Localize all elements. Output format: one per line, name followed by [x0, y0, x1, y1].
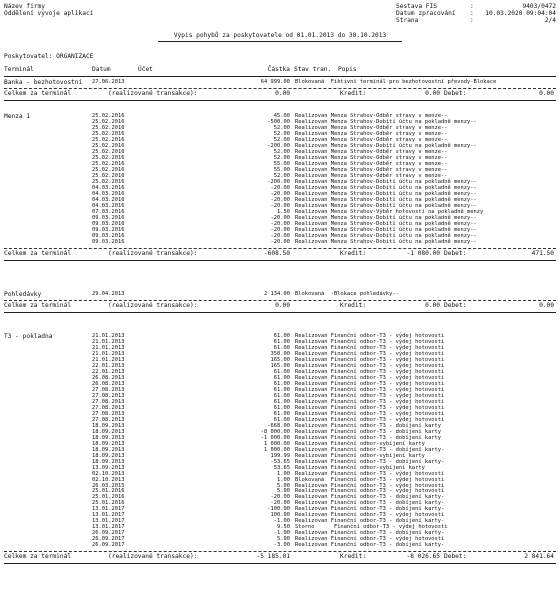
row-date: 25.02.2016	[92, 113, 125, 119]
row-description: Realizovan Menza Strahov-Dobití účtu na pokladně menzy--	[295, 226, 477, 233]
header-separator	[4, 76, 556, 77]
debit-value: 2 841.64	[524, 553, 554, 561]
row-description: Realizovan Finanční odbor-T3 - dobíjení karty-	[295, 494, 445, 501]
row-description: Realizovan Menza Strahov-Výběr hotovosti na pokladně menzy	[295, 208, 484, 215]
row-description: Realizovan Menza Strahov-Dobití účtu na pokladně menzy--	[295, 118, 477, 125]
row-date: 27.08.2013	[92, 392, 125, 399]
total-label: Celkem za terminál	[4, 301, 72, 309]
total-separator	[4, 260, 556, 261]
row-description: Realizovan Finanční odbor-T3 - výdej hotovosti	[295, 404, 445, 411]
row-description: Realizovan Menza Strahov-Odběr stravy v menze--	[295, 172, 448, 179]
row-amount: -3.00	[273, 542, 290, 549]
terminal-name: Pohledávky	[4, 291, 42, 298]
report-id-label: Sestava FIS	[396, 3, 437, 10]
row-amount: 1.00	[277, 470, 290, 477]
row-date: 25.02.2016	[92, 148, 125, 155]
row-date: 25.02.2016	[92, 172, 125, 179]
row-description: Realizovan Menza Strahov-Odběr stravy v menze--	[295, 136, 448, 143]
total-separator	[4, 100, 556, 101]
row-description: Realizovan Menza Strahov-Dobití účtu na pokladně menzy--	[295, 214, 477, 221]
row-amount: -20.00	[270, 226, 290, 233]
row-amount: 1 000.00	[264, 440, 290, 447]
row-date: 09.03.2016	[92, 220, 125, 227]
row-amount: -200.00	[267, 178, 290, 185]
row-description: Realizovan Menza Strahov-Odběr stravy v menze--	[295, 166, 448, 173]
row-date: 26.09.2017	[92, 542, 125, 549]
row-amount: -20.00	[270, 494, 290, 501]
row-amount: -8 000.00	[260, 428, 290, 435]
row-date: 13.01.2017	[92, 506, 125, 513]
colon: :	[470, 10, 474, 17]
row-date: 13.01.2017	[92, 512, 125, 519]
row-description: Realizovan Finanční odbor-T3 - dobíjení karty-	[295, 506, 445, 513]
row-date: 13.09.2013	[92, 464, 125, 471]
row-date: 09.03.2016	[92, 238, 125, 245]
row-description: Realizovan Finanční odbor-T3 - výdej hotovosti	[295, 374, 445, 381]
row-date: 26.09.2017	[92, 530, 125, 537]
credit-label: Kredit:	[340, 89, 367, 97]
row-date: 04.03.2016	[92, 202, 125, 209]
total-separator	[4, 312, 556, 313]
row-amount: 61.00	[273, 392, 290, 399]
row-date: 22.01.2013	[92, 368, 125, 375]
row-amount: -20.00	[270, 500, 290, 507]
row-description: Realizovan Finanční odbor-T3 - výdej hotovosti	[295, 392, 445, 399]
row-description: Realizovan Menza Strahov-Dobití účtu na pokladně menzy--	[295, 184, 477, 191]
row-description: Realizovan Finanční odbor-T3 - výdej hotovosti	[295, 368, 445, 375]
colon: :	[470, 17, 474, 24]
row-date: 04.03.2016	[92, 184, 125, 191]
report-id-value: 9403/0472	[522, 3, 556, 10]
row-description: Realizovan Finanční odbor-T3 - výdej hotovosti	[295, 512, 445, 519]
row-description: Blokovaná Fiktivní terminál pro bezhotovostní převody-Blokace	[295, 79, 497, 85]
row-amount: 55.00	[273, 160, 290, 167]
row-amount: -668.00	[267, 422, 290, 429]
row-description: Realizovan Finanční odbor-T3 - dobíjení karty-	[295, 500, 445, 507]
row-date: 29.04.2013	[92, 291, 125, 297]
row-description: Realizovan Finanční odbor-T3 - výdej hotovosti	[295, 350, 445, 357]
row-description: Realizovan Menza Strahov-Dobití účtu na pokladně menzy--	[295, 202, 477, 209]
row-amount: 52.00	[273, 124, 290, 131]
row-amount: 61.00	[273, 398, 290, 405]
terminal-name: Menza 1	[4, 113, 31, 120]
row-date: 02.10.2013	[92, 470, 125, 477]
row-amount: 1.50	[277, 208, 290, 215]
row-description: Realizovan Finanční odbor-T3 - výdej hotovosti	[295, 356, 445, 363]
row-amount: 45.00	[273, 113, 290, 119]
row-date: 25.02.2016	[92, 154, 125, 161]
row-amount: -20.00	[270, 190, 290, 197]
row-date: 25.02.2016	[92, 178, 125, 185]
total-value: -5 185.01	[256, 553, 290, 561]
row-description: Realizovan Finanční odbor-T3 - výdej hotovosti	[295, 398, 445, 405]
row-description: Realizovan Finanční odbor-T3 - dobíjení karty-	[295, 530, 445, 537]
row-date: 04.03.2016	[92, 190, 125, 197]
row-description: Realizovan Finanční odbor-T3 - dobíjení karty-	[295, 518, 445, 525]
debit-value: 0.00	[539, 301, 554, 309]
row-amount: -1.00	[273, 530, 290, 537]
row-amount: 350.00	[270, 350, 290, 357]
row-date: 25.01.2016	[92, 494, 125, 501]
row-amount: -53.65	[270, 458, 290, 465]
row-description: Realizovan Finanční odbor-T3 - výdej hotovosti	[295, 488, 445, 495]
company-name: Název firmy	[4, 3, 45, 10]
page-label: Strana	[396, 17, 419, 24]
section-separator	[4, 88, 556, 89]
row-date: 18.09.2013	[92, 434, 125, 441]
row-date: 25.01.2016	[92, 488, 125, 495]
realized-label: (realizované transakce):	[108, 553, 198, 561]
row-amount: 5.00	[277, 536, 290, 543]
row-description: Realizovan Finanční odbor-T3 - dobíjení karty-	[295, 446, 445, 453]
row-date: 27.08.2013	[92, 410, 125, 417]
col-date: Datum	[92, 66, 111, 73]
row-amount: 9.50	[277, 524, 290, 531]
row-description: Realizovan Menza Strahov-Odběr stravy v menze--	[295, 113, 448, 119]
row-amount: 52.00	[273, 154, 290, 161]
row-description: Realizovan Finanční odbor-T3 - výdej hotovosti	[295, 536, 445, 543]
row-amount: 52.00	[273, 172, 290, 179]
row-description: Realizovan Finanční odbor-T3 - výdej hotovosti	[295, 410, 445, 417]
row-date: 18.09.2013	[92, 428, 125, 435]
row-amount: 61.00	[273, 386, 290, 393]
row-date: 26.08.2013	[92, 374, 125, 381]
row-description: Realizovan Menza Strahov-Dobití účtu na pokladně menzy--	[295, 238, 477, 245]
report-title: Výpis pohybů za poskytovatele od 01.01.2013 do 30.10.2013	[173, 32, 387, 39]
row-date: 26.03.2015	[92, 482, 125, 489]
realized-label: (realizované transakce):	[108, 249, 198, 257]
row-amount: 53.65	[273, 464, 290, 471]
row-description: Realizovan Finanční odbor-T3 - výdej hotovosti	[295, 362, 445, 369]
row-description: Realizovan Menza Strahov-Dobití účtu na pokladně menzy--	[295, 220, 477, 227]
row-description: Realizovan Menza Strahov-Dobití účtu na pokladně menzy--	[295, 196, 477, 203]
row-date: 25.02.2016	[92, 142, 125, 149]
col-state: Stav tran.	[294, 66, 332, 73]
credit-value: 0.00	[425, 301, 440, 309]
row-date: 25.02.2016	[92, 136, 125, 143]
row-date: 18.09.2013	[92, 440, 125, 447]
row-amount: -20.00	[270, 220, 290, 227]
row-date: 13.01.2017	[92, 524, 125, 531]
section-separator	[4, 300, 556, 301]
row-amount: 61.00	[273, 374, 290, 381]
row-description: Realizovan Finanční odbor-vybíjení karty	[295, 452, 425, 459]
row-description: Realizovan Menza Strahov-Dobití účtu na pokladně menzy--	[295, 232, 477, 239]
row-date: 13.01.2017	[92, 518, 125, 525]
row-description: Realizovan Finanční odbor-T3 - dobíjení karty-	[295, 458, 445, 465]
col-amount: Částka	[267, 66, 290, 73]
debit-label: Debet:	[444, 249, 467, 257]
row-amount: 61.00	[273, 333, 290, 339]
credit-label: Kredit:	[340, 301, 367, 309]
processed-date-label: Datum zpracování	[396, 10, 456, 17]
row-description: Realizovan Menza Strahov-Odběr stravy v menze--	[295, 160, 448, 167]
total-value: -608.50	[263, 249, 290, 257]
row-amount: 165.00	[270, 362, 290, 369]
row-date: 27.06.2013	[92, 79, 125, 85]
row-description: Realizovan Menza Strahov-Dobití účtu na pokladně menzy--	[295, 190, 477, 197]
realized-label: (realizované transakce):	[108, 301, 198, 309]
credit-value: -1 080.00	[406, 249, 440, 257]
row-date: 09.03.2016	[92, 232, 125, 239]
row-amount: 52.00	[273, 136, 290, 143]
row-date: 07.03.2016	[92, 208, 125, 215]
row-description: Realizovan Finanční odbor-T3 - výdej hotovosti	[295, 386, 445, 393]
row-date: 27.08.2013	[92, 386, 125, 393]
row-description: Realizovan Finanční odbor-T3 - výdej hotovosti	[295, 482, 445, 489]
row-date: 21.01.2013	[92, 356, 125, 363]
row-description: Realizovan Menza Strahov-Odběr stravy v menze--	[295, 148, 448, 155]
row-amount: 61.00	[273, 416, 290, 423]
row-date: 25.02.2016	[92, 118, 125, 125]
row-description: Storno Finanční odbor-T3 - výdej hotovosti	[295, 524, 448, 531]
row-amount: 61.00	[273, 368, 290, 375]
row-date: 18.09.2013	[92, 446, 125, 453]
row-amount: 5.00	[277, 482, 290, 489]
debit-value: 471.50	[531, 249, 554, 257]
debit-label: Debet:	[444, 553, 467, 561]
row-amount: -20.00	[270, 232, 290, 239]
row-amount: 2 134.00	[264, 291, 290, 297]
section-separator	[4, 551, 556, 552]
section-separator	[4, 248, 556, 249]
row-amount: 1.00	[277, 476, 290, 483]
row-date: 25.02.2016	[92, 160, 125, 167]
col-terminal: Terminál	[4, 66, 34, 73]
row-description: Realizovan Finanční odbor-T3 - dobíjení karty	[295, 428, 442, 435]
row-date: 27.08.2013	[92, 398, 125, 405]
row-date: 21.01.2013	[92, 338, 125, 345]
col-account: Účet	[138, 66, 153, 73]
row-date: 26.08.2013	[92, 380, 125, 387]
department-name: Oddělení vývoje aplikací	[4, 10, 94, 17]
processed-date-value: 10.03.2020 09:04:04	[485, 10, 556, 17]
total-value: 0.00	[275, 301, 290, 309]
row-date: 25.02.2016	[92, 124, 125, 131]
row-date: 25.02.2016	[92, 130, 125, 137]
total-label: Celkem za terminál	[4, 553, 72, 561]
debit-label: Debet:	[444, 89, 467, 97]
row-amount: -500.00	[267, 118, 290, 125]
col-description: Popis	[338, 66, 357, 73]
row-date: 21.01.2013	[92, 350, 125, 357]
page-value: 2/4	[544, 17, 556, 24]
terminal-name: T3 - pokladna	[4, 333, 53, 340]
row-amount: -200.00	[267, 142, 290, 149]
row-description: Realizovan Finanční odbor-T3 - dobíjení karty	[295, 422, 442, 429]
row-date: 26.09.2017	[92, 536, 125, 543]
row-description: Realizovan Finanční odbor-T3 - výdej hotovosti	[295, 380, 445, 387]
row-amount: -20.00	[270, 184, 290, 191]
row-date: 25.01.2016	[92, 500, 125, 507]
colon: :	[470, 3, 474, 10]
row-amount: 165.00	[270, 356, 290, 363]
credit-label: Kredit:	[340, 249, 367, 257]
row-amount: -1 000.00	[260, 434, 290, 441]
row-amount: -20.00	[270, 202, 290, 209]
row-date: 22.01.2013	[92, 362, 125, 369]
row-amount: 1 000.00	[264, 446, 290, 453]
row-amount: -100.00	[267, 506, 290, 513]
row-description: Realizovan Menza Strahov-Dobití účtu na pokladně menzy--	[295, 142, 477, 149]
row-date: 27.08.2013	[92, 404, 125, 411]
row-amount: -20.00	[270, 238, 290, 245]
row-description: Realizovan Finanční odbor-T3 - výdej hotovosti	[295, 338, 445, 345]
row-amount: 61.00	[273, 404, 290, 411]
total-separator	[4, 563, 556, 564]
row-date: 27.08.2013	[92, 416, 125, 423]
credit-label: Kredit:	[340, 553, 367, 561]
row-amount: 52.00	[273, 148, 290, 155]
row-description: Realizovan Finanční odbor-T3 - výdej hotovosti	[295, 344, 445, 351]
total-label: Celkem za terminál	[4, 249, 72, 257]
row-description: Realizovan Finanční odbor-T3 - dobíjení karty-	[295, 542, 445, 549]
row-amount: 52.00	[273, 130, 290, 137]
credit-value: 0.00	[425, 89, 440, 97]
row-amount: 5.00	[277, 488, 290, 495]
total-label: Celkem za terminál	[4, 89, 72, 97]
credit-value: -8 026.65	[406, 553, 440, 561]
row-amount: -1.00	[273, 518, 290, 525]
debit-label: Debet:	[444, 301, 467, 309]
row-description: Blokovaná Finanční odbor-T3 - výdej hotovosti	[295, 476, 445, 483]
row-description: Realizovan Finanční odbor-T3 - výdej hotovosti	[295, 333, 445, 339]
row-date: 21.01.2013	[92, 344, 125, 351]
row-description: Realizovan Menza Strahov-Odběr stravy v menze--	[295, 154, 448, 161]
terminal-name: Banka - bezhotovostní	[4, 79, 83, 86]
row-date: 09.03.2016	[92, 214, 125, 221]
row-description: Blokovaná -Blokace pohledávky--	[295, 291, 399, 297]
row-amount: 100.00	[270, 512, 290, 519]
row-amount: 61.00	[273, 380, 290, 387]
row-amount: -20.00	[270, 196, 290, 203]
row-date: 04.03.2016	[92, 196, 125, 203]
row-amount: 61.00	[273, 338, 290, 345]
row-date: 18.09.2013	[92, 422, 125, 429]
row-date: 18.09.2013	[92, 458, 125, 465]
row-amount: 64 999.00	[260, 79, 290, 85]
row-description: Realizovan Finanční odbor-vybíjení karty	[295, 440, 425, 447]
row-amount: 61.00	[273, 410, 290, 417]
row-description: Realizovan Menza Strahov-Odběr stravy v menze--	[295, 124, 448, 131]
row-description: Realizovan Finanční odbor-T3 - dobíjení karty	[295, 434, 442, 441]
row-date: 18.09.2013	[92, 452, 125, 459]
realized-label: (realizované transakce):	[108, 89, 198, 97]
row-description: Realizovan Finanční odbor-T3 - výdej hotovosti	[295, 416, 445, 423]
provider-line: Poskytovatel: ORGANIZACE	[4, 53, 94, 60]
row-amount: -20.00	[270, 214, 290, 221]
row-description: Realizovan Finanční odbor-vybíjení karty	[295, 464, 425, 471]
total-value: 0.00	[275, 89, 290, 97]
row-date: 02.10.2013	[92, 476, 125, 483]
row-description: Realizovan Menza Strahov-Odběr stravy v menze--	[295, 130, 448, 137]
row-amount: 199.99	[270, 452, 290, 459]
row-date: 09.03.2016	[92, 226, 125, 233]
title-underline	[158, 41, 402, 42]
row-description: Realizovan Menza Strahov-Dobití účtu na pokladně menzy--	[295, 178, 477, 185]
row-amount: 61.00	[273, 344, 290, 351]
debit-value: 0.00	[539, 89, 554, 97]
row-date: 21.01.2013	[92, 333, 125, 339]
row-date: 25.02.2016	[92, 166, 125, 173]
row-amount: 55.00	[273, 166, 290, 173]
row-description: Realizovan Finanční odbor-T3 - výdej hotovosti	[295, 470, 445, 477]
